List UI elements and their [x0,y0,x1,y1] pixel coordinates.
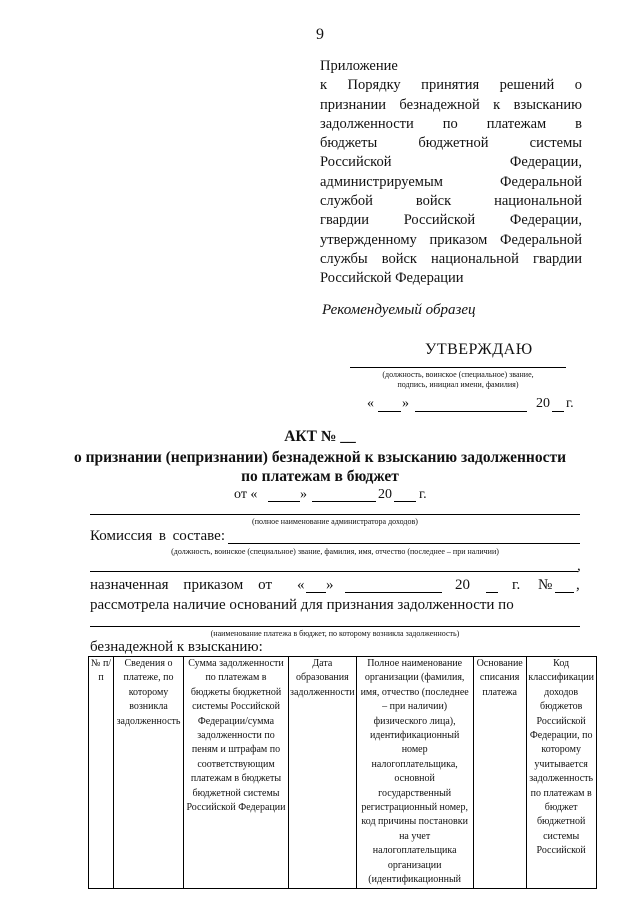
approve-day-line [378,411,401,412]
appendix-line: бюджеты бюджетной системы [320,135,582,152]
table-header-row [89,657,597,889]
approve-year-suffix: г. [566,396,574,411]
admin-name-line [90,514,580,515]
commission-line [228,543,580,544]
order-label: назначенная приказом от [90,577,272,593]
approve-year-line [552,411,564,412]
table-header-cell: Дата образования задолженности [289,657,357,889]
payment-caption: (наименование платежа в бюджет, по которому возникла задолженность) [210,629,460,638]
considered-text: рассмотрела наличие оснований для признания задолженности по [90,597,514,613]
act-day-line [268,501,300,502]
order-number-line [555,592,574,593]
table-header-cell: Сумма задолженности по платежам в бюджеты бюджетной системы Российской Федерации/сумма задолженности по пеням и штрафам по соответствующим платежам в бюджеты бюджетной системы Российской Федерации [184,657,289,889]
order-year-suffix: г. [512,577,521,593]
appendix-line: службой войск национальной [320,193,582,210]
appendix-line: задолженности по платежам в [320,115,582,132]
approve-year-prefix: 20 [536,396,550,411]
admin-name-caption: (полное наименование администратора доходов) [252,517,418,526]
debt-table [88,656,597,889]
order-year-prefix: 20 [455,577,470,593]
recommended-sample-label: Рекомендуемый образец [322,302,476,318]
appendix-line: признании безнадежной к взысканию [320,96,582,113]
order-number-label: № [538,577,553,593]
order-day-line [306,592,326,593]
act-month-line [312,501,376,502]
page-number: 9 [316,26,324,43]
appendix-line: гвардии Российской Федерации, [320,212,582,229]
approve-date-close: » [402,396,409,411]
table-header-cell: Основание списания платежа [473,657,526,889]
appendix-line: Российской Федерации, [320,154,582,171]
appendix-line: утвержденному приказом Федеральной [320,231,582,248]
commission-caption: (должность, воинское (специальное) звание, фамилия, имя, отчество (последнее – при наличии) [171,547,499,556]
approve-signature-line [350,367,566,368]
order-date-close: » [326,577,334,593]
table-header-cell: Сведения о платеже, по которому возникла задолженность [114,657,184,889]
approve-caption: (должность, воинское (специальное) звание, [382,370,534,379]
appendix-line: Приложение [320,58,398,74]
approve-date-open: « [367,396,374,411]
act-subtitle: по платежам в бюджет [241,468,399,485]
act-title-text: АКТ № [284,428,337,445]
act-subtitle: о признании (непризнании) безнадежной к взысканию задолженности [73,449,567,466]
approve-caption: подпись, инициал имени, фамилия) [397,380,519,389]
act-year-line [394,501,416,502]
approve-month-line [415,411,527,412]
appendix-block [320,57,582,289]
appendix-line: службы войск национальной гвардии [320,250,582,267]
table-header-cell: Код классификации доходов бюджетов Российской Федерации, по которому учитывается задолженность по платежам в бюджет бюджетной системы Российской [526,657,596,889]
commission-comma: , [577,558,581,574]
act-year-suffix: г. [419,487,427,502]
act-year-prefix: 20 [378,487,392,502]
hopeless-text: безнадежной к взысканию: [90,639,263,655]
commission-line-2 [90,571,578,572]
act-date-from: от « [234,487,258,502]
appendix-line: Российской Федерации [320,270,464,287]
order-year-line [486,592,498,593]
order-date-open: « [297,577,305,593]
act-title: АКТ № __ [284,428,356,445]
payment-line [90,626,580,627]
approve-heading: УТВЕРЖДАЮ [425,341,533,358]
appendix-line: администрируемым Федеральной [320,173,582,190]
order-comma: , [576,577,580,593]
appendix-line: к Порядку принятия решений о [320,77,582,94]
act-date-close: » [300,487,307,502]
table-header-cell: Полное наименование организации (фамилия, имя, отчество (последнее – при наличии) физического лица), идентификационный номер налогоплательщика, основной государственный регистрационный номер, код причины постановки на учет налогоплательщика организации (идентификационный [356,657,473,889]
table-header-cell: № п/п [89,657,114,889]
order-month-line [345,592,442,593]
commission-label: Комиссия в составе: [90,528,225,544]
